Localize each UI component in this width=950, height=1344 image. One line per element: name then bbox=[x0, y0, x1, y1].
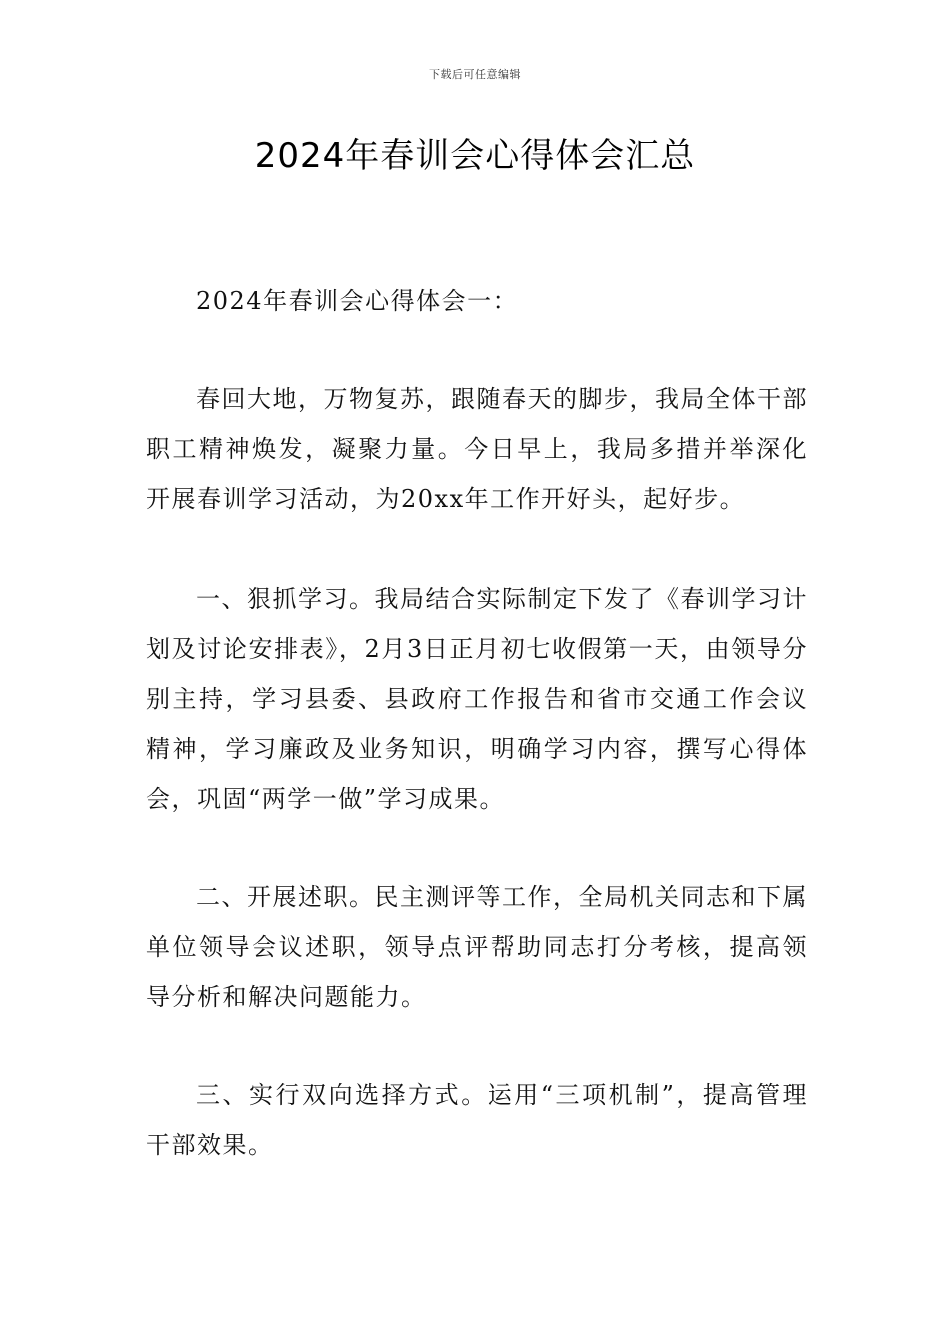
paragraph-report: 二、开展述职。民主测评等工作，全局机关同志和下属单位领导会议述职，领导点评帮助同志打分考核，提高领导分析和解决问题能力。 bbox=[146, 883, 808, 1011]
paragraph-intro: 春回大地，万物复苏，跟随春天的脚步，我局全体干部职工精神焕发，凝聚力量。今日早上，我局多措并举深化开展春训学习活动，为20xx年工作开好头，起好步。 bbox=[146, 385, 808, 513]
header-note: 下载后可任意编辑 bbox=[429, 68, 521, 81]
paragraph-selection: 三、实行双向选择方式。运用“三项机制”，提高管理干部效果。 bbox=[146, 1081, 808, 1159]
section-subheading: 2024年春训会心得体会一： bbox=[196, 287, 519, 315]
document-title: 2024年春训会心得体会汇总 bbox=[254, 136, 696, 176]
paragraph-study: 一、狠抓学习。我局结合实际制定下发了《春训学习计划及讨论安排表》，2月3日正月初七收假第一天，由领导分别主持，学习县委、县政府工作报告和省市交通工作会议精神，学习廉政及业务知识，明确学习内容，撰写心得体会，巩固“两学一做”学习成果。 bbox=[146, 585, 808, 813]
